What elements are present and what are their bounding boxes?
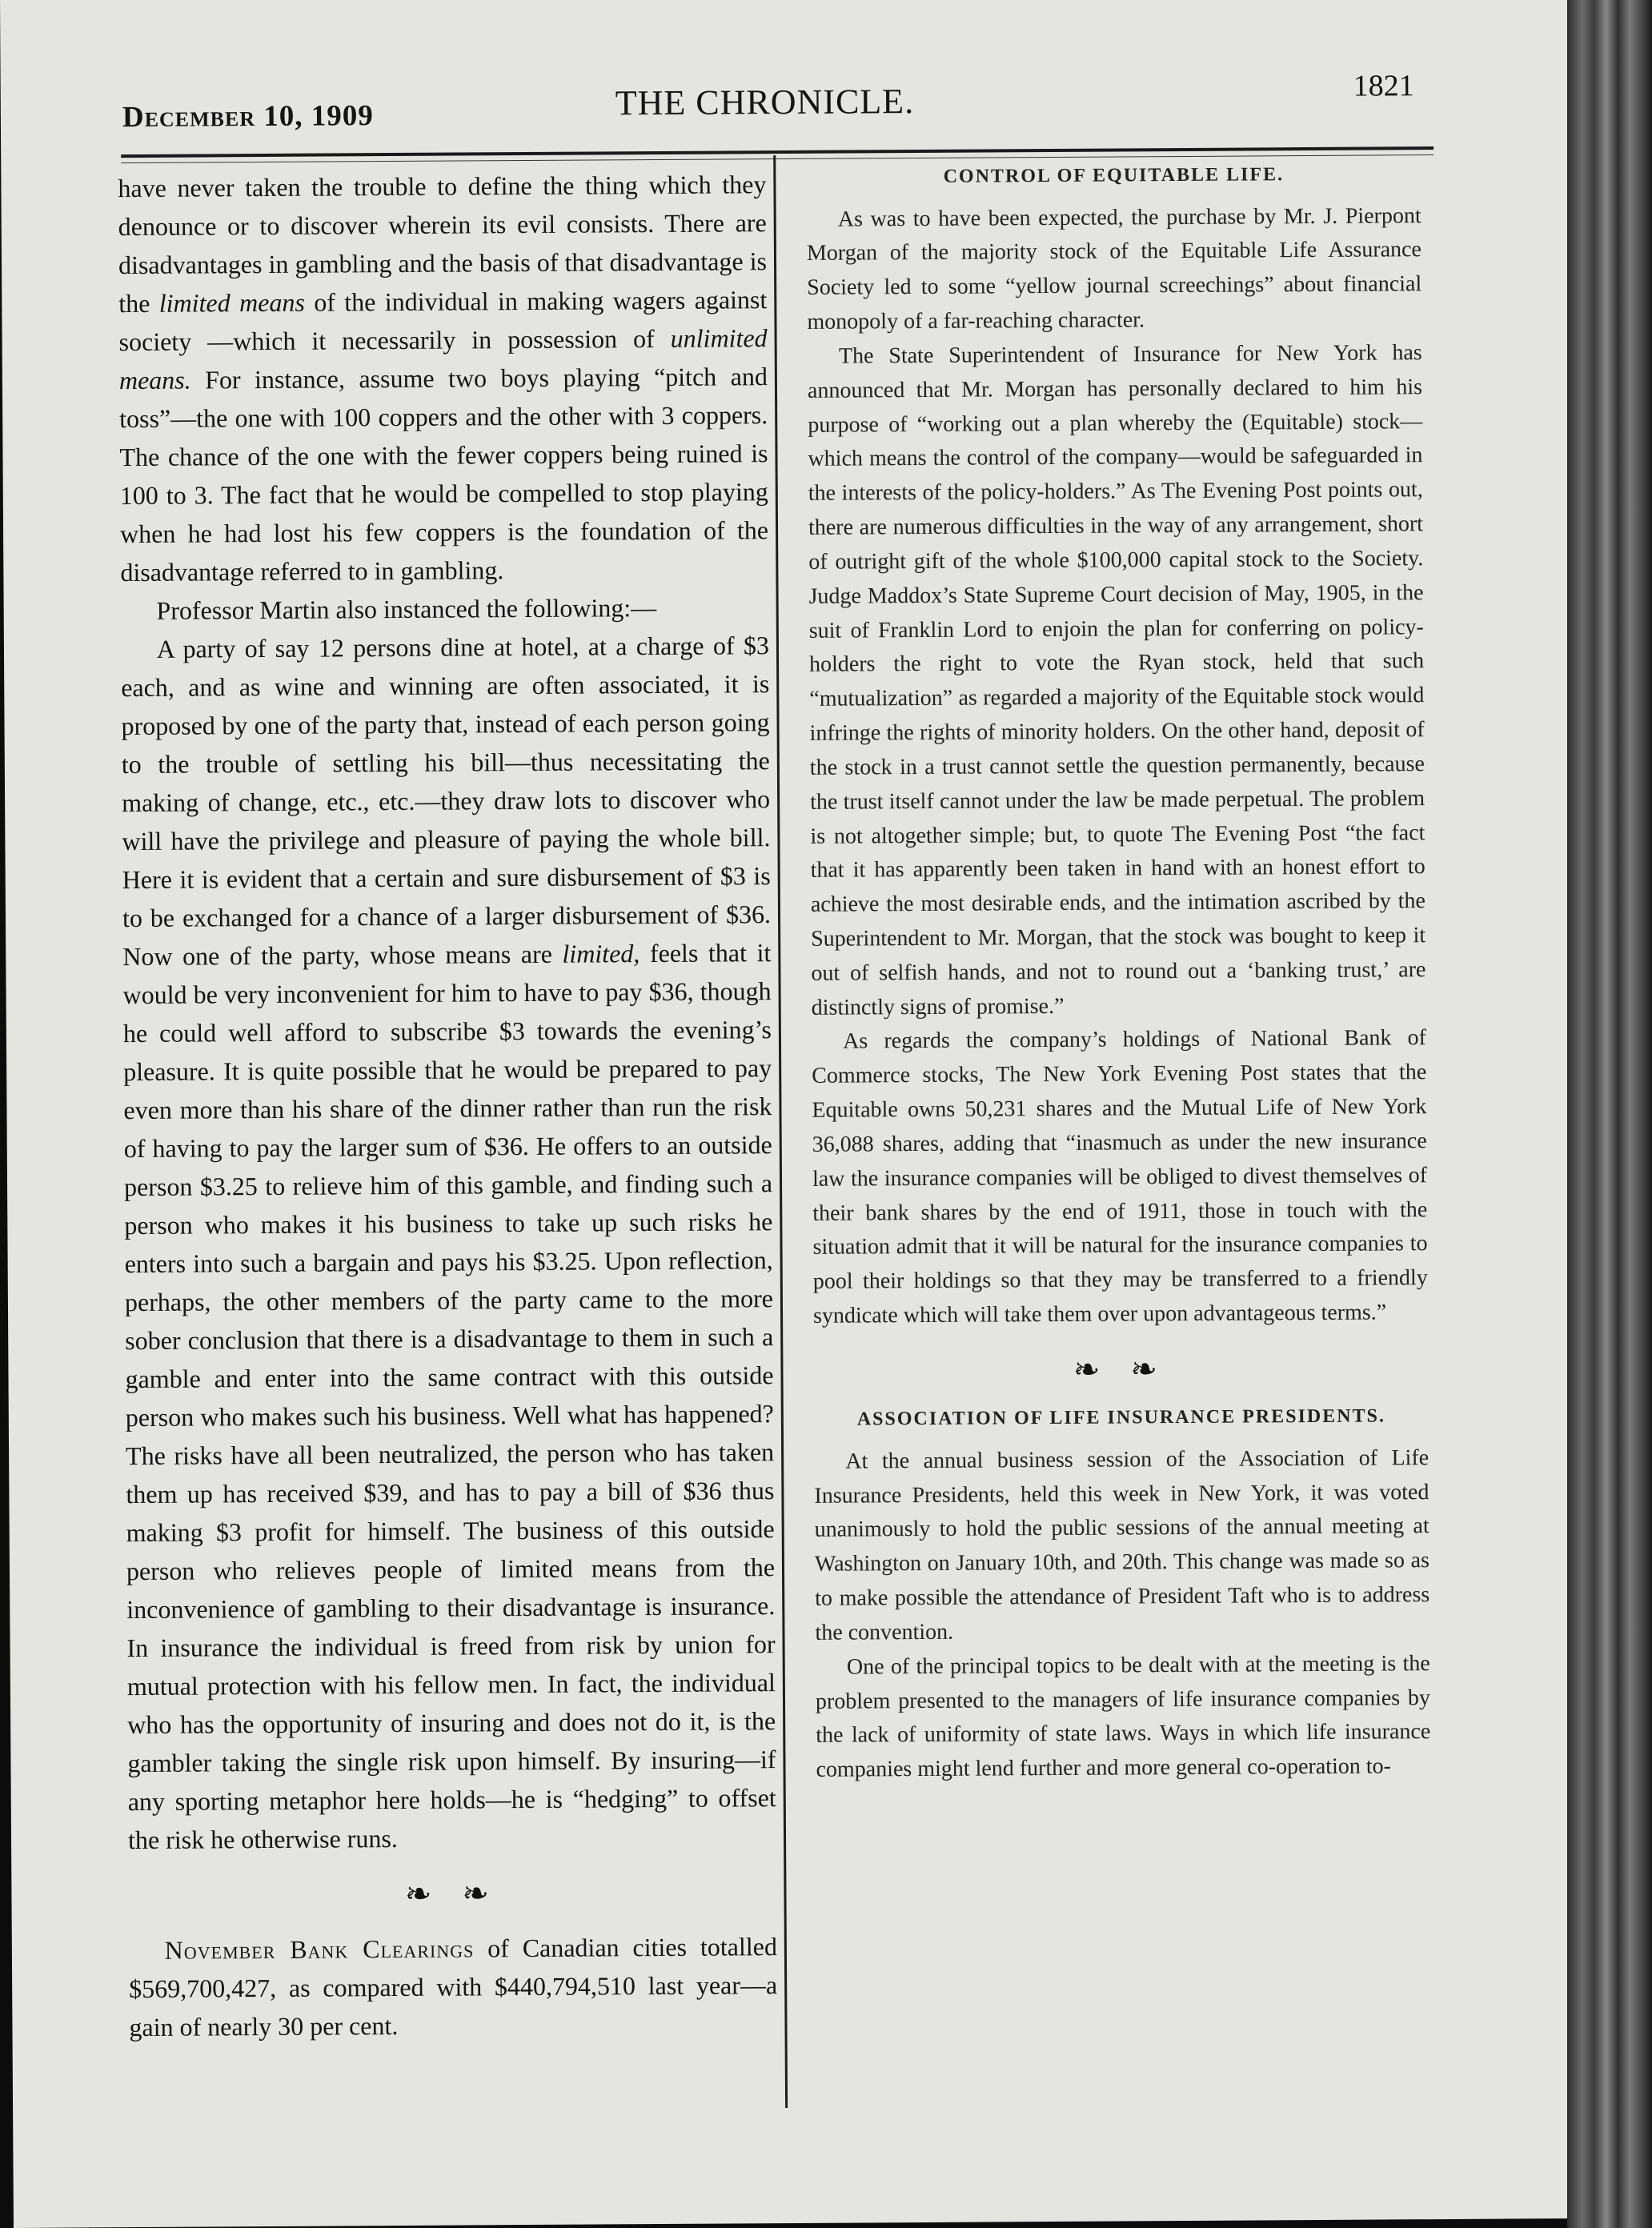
gambling-paragraph: have never taken the trouble to define the thing which they denounce or to discover wherein its evil consists. There are disadvantages in gambling and the basis of that disadvantage is the limited means of the individual in making wagers against society —which it necessarily in possession of unlimited means. For instance, assume two boys playing “pitch and toss”—the one with 100 coppers and the other with 3 coppers. The chance of the one with the fewer coppers being ruined is 100 to 3. The fact that he would be compelled to stop playing when he had lost his few coppers is the foundation of the disadvantage referred to in gambling. [118, 170, 769, 587]
professor-martin-intro: Professor Martin also instanced the following:— [156, 593, 657, 625]
equitable-paragraph-3: As regards the company’s holdings of National Bank of Commerce stocks, The New York Evening Post states that the Equitable owns 50,231 shares and the Mutual Life of New York 36,088 shares, adding that “inasmuch as under the new insurance law the insurance companies will be obliged to divest themselves of their bank shares by the end of 1911, those in touch with the situation admit that it will be natural for the insurance companies to pool their holdings so that they may be transferred to a friendly syndicate which will take them over upon advantageous terms.” [812, 1025, 1428, 1328]
equitable-paragraph-1: As was to have been expected, the purchase by Mr. J. Pierpont Morgan of the majority stock of the Equitable Life Assurance Society led to some “yellow journal screechings” about financial monopoly of a far-reaching character. [806, 202, 1422, 335]
publication-title: THE CHRONICLE. [615, 82, 915, 123]
left-column [118, 165, 777, 2046]
association-paragraph-1: At the annual business session of the Association of Life Insurance Presidents, held this week in New York, it was voted unanimously to hold the public sessions of the annual meeting at Washington on January 10th, and 20th. This change was made so as to make possible the attendance of President Taft who is to address the convention. [814, 1445, 1430, 1645]
page-number: 1821 [1353, 69, 1414, 103]
section-ornament: ❧ ❧ [1073, 1351, 1169, 1388]
right-column [806, 161, 1430, 1788]
book-binding-edge [1567, 0, 1652, 2228]
article-heading-equitable: CONTROL OF EQUITABLE LIFE. [943, 164, 1285, 187]
bank-clearings-item: November Bank Clearings of Canadian cities totalled $569,700,427, as compared with $440,794,510 last year—a gain of nearly 30 per cent. [129, 1932, 778, 2042]
issue-date: December 10, 1909 [122, 99, 374, 134]
equitable-paragraph-2: The State Superintendent of Insurance for New York has announced that Mr. Morgan has personally declared to him his purpose of “working out a plan whereby the (Equitable) stock—which means the control of the company—would be safeguarded in the interests of the policy-holders.” As The Evening Post points out, there are numerous difficulties in the way of any arrangement, short of outright gift of the whole $100,000 capital stock to the Society. Judge Maddox’s State Supreme Court decision of May, 1905, in the suit of Franklin Lord to enjoin the plan for conferring on policy-holders the right to vote the Ryan stock, held that such “mutualization” as regarded a majority of the Equitable stock would infringe the rights of minority holders. On the other hand, deposit of the stock in a trust cannot settle the question permanently, because the trust itself cannot under the law be made perpetual. The problem is not altogether simple; but, to quote The Evening Post “the fact that it has apparently been taken in hand with an honest effort to achieve the most desirable ends, and the intimation ascribed by the Superintendent to Mr. Morgan, that the stock was bought to keep it out of selfish hands, and not to round out a ‘banking trust,’ are distinctly signs of promise.” [807, 340, 1426, 1020]
association-paragraph-2: One of the principal topics to be dealt with at the meeting is the problem presented to the managers of life insurance companies by the lack of uniformity of state laws. Ways in which life insurance companies might lend further and more general co-operation to- [815, 1650, 1431, 1782]
section-ornament: ❧ ❧ [404, 1875, 501, 1912]
article-heading-association: ASSOCIATION OF LIFE INSURANCE PRESIDENTS. [856, 1405, 1385, 1430]
dinner-example-paragraph: A party of say 12 persons dine at hotel, at a charge of $3 each, and as wine and winning are often associated, it is proposed by one of the party that, instead of each person going to the trouble of settling his bill—thus necessitating the making of change, etc., etc.—they draw lots to discover who will have the privilege and pleasure of paying the whole bill. Here it is evident that a certain and sure disbursement of $3 is to be exchanged for a chance of a larger disbursement of $36. Now one of the party, whose means are limited, feels that it would be very inconvenient for him to have to pay $36, though he could well afford to subscribe $3 towards the evening’s pleasure. It is quite possible that he would be prepared to pay even more than his share of the dinner rather than run the risk of having to pay the larger sum of $36. He offers to an outside person $3.25 to relieve him of this gamble, and finding such a person who makes it his business to take up such risks he enters into such a bargain and pays his $3.25. Upon reflection, perhaps, the other members of the party came to the more sober conclusion that there is a disadvantage to them in such a gamble and enter into the same contract with this outside person who makes such his business. Well what has happened? The risks have all been neutralized, the person who has taken them up has received $39, and has to pay a bill of $36 thus making $3 profit for himself. The business of this outside person who relieves people of limited means from the inconvenience of gambling to their disadvantage is insurance. In insurance the individual is freed from risk by union for mutual protection with his fellow men. In fact, the individual who has the opportunity of insuring and does not do it, is the gambler taking the single risk upon himself. By insuring—if any sporting metaphor here holds—he is “hedging” to offset the risk he otherwise runs. [121, 631, 776, 1855]
